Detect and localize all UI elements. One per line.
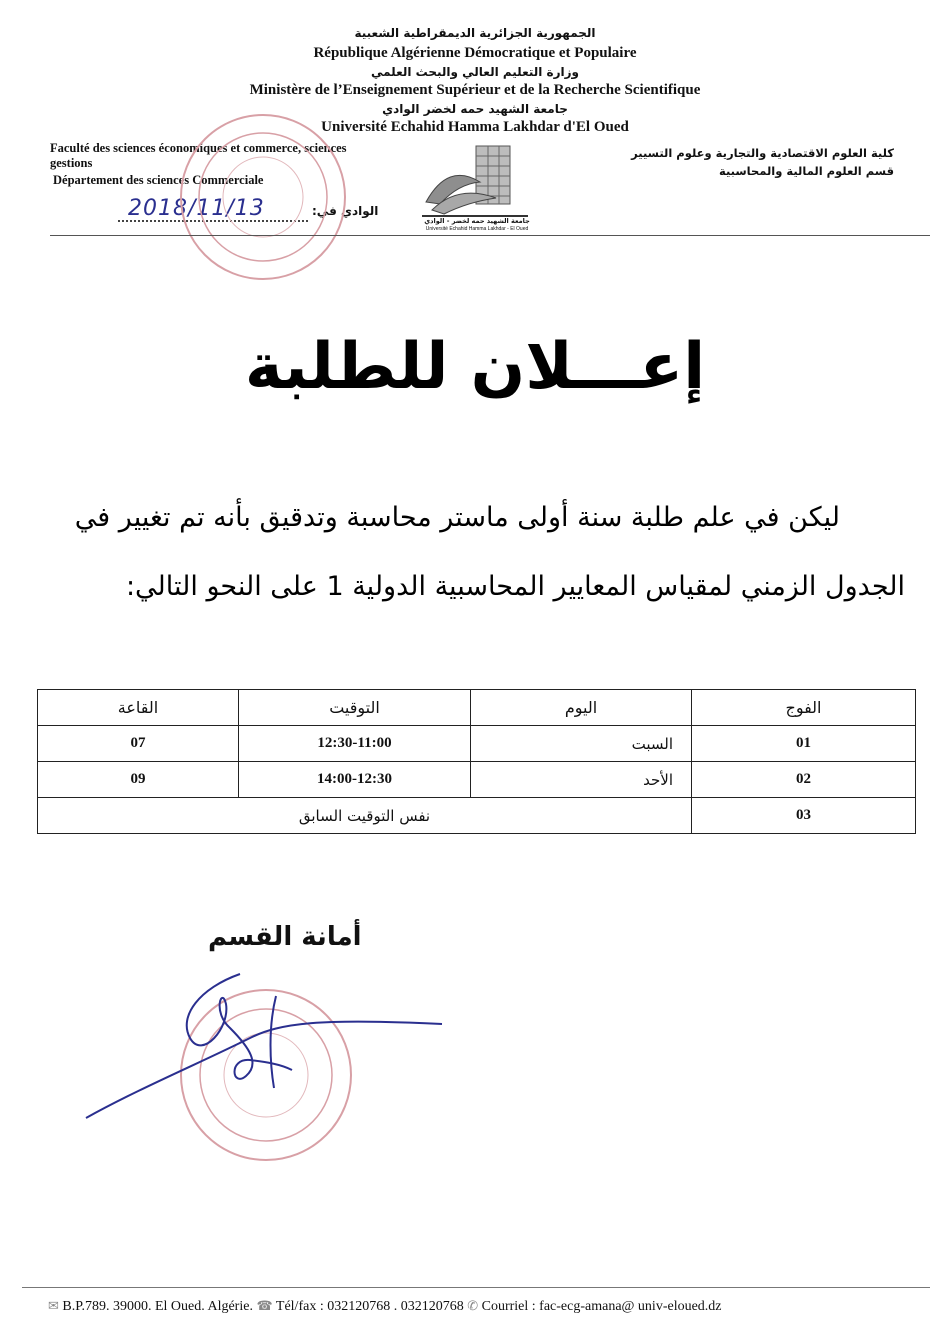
header-time: التوقيت bbox=[239, 690, 471, 726]
cell-group: 01 bbox=[692, 726, 916, 762]
notice-line-2: الجدول الزمني لمقياس المعايير المحاسبية الدولية 1 على النحو التالي: bbox=[125, 571, 905, 602]
university-ar: جامعة الشهيد حمه لخضر الوادي bbox=[382, 102, 568, 116]
logo-caption-ar: جامعة الشهيد حمه لخضر - الوادي bbox=[424, 217, 530, 225]
logo-caption-fr: Université Echahid Hamma Lakhdar - El Oued bbox=[425, 226, 529, 232]
ministry-fr: Ministère de l’Enseignement Supérieur et de la Recherche Scientifique bbox=[249, 82, 701, 98]
university-logo bbox=[418, 142, 536, 234]
faculty-info-ar bbox=[574, 144, 894, 180]
notice-title: إعـــلان للطلبة bbox=[244, 330, 706, 404]
footer-phone: Tél/fax : 032120768 . 032120768 bbox=[275, 1299, 464, 1314]
header-divider bbox=[50, 235, 930, 236]
signature-graphic bbox=[80, 968, 450, 1128]
table-header-row bbox=[38, 690, 916, 726]
cell-day: الأحد bbox=[471, 762, 692, 798]
footer-email: Courriel : fac-ecg-amana@ univ-eloued.dz bbox=[481, 1299, 722, 1314]
header-group: الفوج bbox=[692, 690, 916, 726]
table-row bbox=[38, 726, 916, 762]
envelope-icon: ✉ bbox=[48, 1298, 59, 1313]
handwritten-signature bbox=[80, 968, 450, 1132]
footer-contact bbox=[48, 1298, 722, 1315]
table-row bbox=[38, 762, 916, 798]
faculty-ar: كلية العلوم الاقتصادية والتجارية وعلوم التسيير bbox=[631, 146, 894, 160]
cell-day: السبت bbox=[471, 726, 692, 762]
cell-time: 14:00-12:30 bbox=[239, 762, 471, 798]
cell-room: 07 bbox=[38, 726, 239, 762]
faculty-fr-line1: Faculté des sciences économiques et commerce, sciences bbox=[50, 141, 347, 155]
notice-line-1: ليكن في علم طلبة سنة أولى ماستر محاسبة وتدقيق بأنه تم تغيير في bbox=[74, 502, 840, 533]
header-room: القاعة bbox=[38, 690, 239, 726]
footer-divider bbox=[22, 1287, 930, 1288]
faculty-fr-line2: gestions bbox=[50, 156, 93, 170]
cell-merged: نفس التوقيت السابق bbox=[38, 798, 692, 834]
schedule-table bbox=[37, 689, 916, 834]
republic-fr: République Algérienne Démocratique et Populaire bbox=[313, 45, 637, 61]
republic-ar: الجمهورية الجزائرية الديمقراطية الشعبية bbox=[354, 26, 596, 40]
header-day: اليوم bbox=[471, 690, 692, 726]
stamp-graphic bbox=[176, 110, 350, 284]
date-label: الوادي في: bbox=[312, 204, 379, 218]
secretary-label: أمانة القسم bbox=[208, 922, 362, 952]
cell-group: 03 bbox=[692, 798, 916, 834]
phone-icon: ☎ bbox=[256, 1298, 273, 1313]
cell-time: 12:30-11:00 bbox=[239, 726, 471, 762]
department-ar: قسم العلوم المالية والمحاسبية bbox=[718, 164, 894, 178]
mail-icon: ✆ bbox=[467, 1298, 479, 1313]
cell-room: 09 bbox=[38, 762, 239, 798]
table-row bbox=[38, 798, 916, 834]
cell-group: 02 bbox=[692, 762, 916, 798]
department-fr: Département des sciences Commerciale bbox=[53, 173, 264, 187]
ministry-ar: وزارة التعليم العالي والبحث العلمي bbox=[370, 65, 580, 79]
department-stamp-top bbox=[176, 110, 350, 288]
university-fr: Université Echahid Hamma Lakhdar d'El Oued bbox=[321, 119, 629, 135]
footer-address: B.P.789. 39000. El Oued. Algérie. bbox=[62, 1299, 253, 1314]
date-value: 2018/11/13 bbox=[128, 196, 265, 221]
